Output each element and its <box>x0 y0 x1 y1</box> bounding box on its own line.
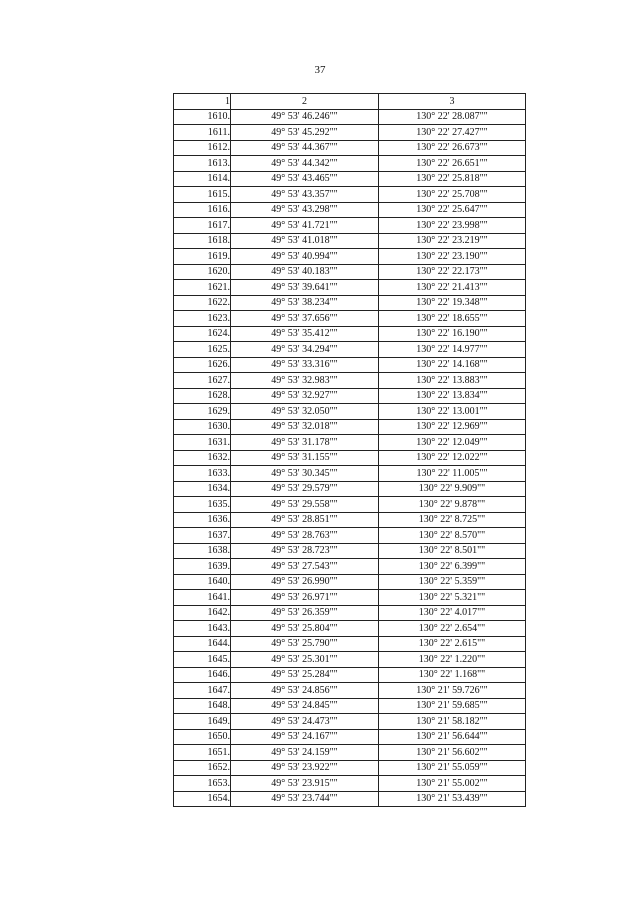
table-row <box>174 342 526 358</box>
coordinates-table <box>173 93 526 807</box>
table-row <box>174 249 526 265</box>
table-row <box>174 187 526 203</box>
longitude-cell: 130° 22' 14.977"" <box>379 342 526 358</box>
latitude-cell: 49° 53' 23.922"" <box>231 760 379 776</box>
point-number-cell: 1635. <box>174 497 231 513</box>
point-number-cell: 1626. <box>174 357 231 373</box>
latitude-cell: 49° 53' 26.971"" <box>231 590 379 606</box>
latitude-cell: 49° 53' 23.744"" <box>231 791 379 807</box>
latitude-cell: 49° 53' 46.246"" <box>231 109 379 125</box>
table-row <box>174 636 526 652</box>
table-row <box>174 140 526 156</box>
longitude-cell: 130° 22' 28.087"" <box>379 109 526 125</box>
longitude-cell: 130° 21' 58.182"" <box>379 714 526 730</box>
longitude-cell: 130° 22' 14.168"" <box>379 357 526 373</box>
point-number-cell: 1620. <box>174 264 231 280</box>
table-row <box>174 388 526 404</box>
latitude-cell: 49° 53' 31.155"" <box>231 450 379 466</box>
table-row <box>174 435 526 451</box>
longitude-cell: 130° 22' 26.651"" <box>379 156 526 172</box>
point-number-cell: 1619. <box>174 249 231 265</box>
longitude-cell: 130° 21' 59.726"" <box>379 683 526 699</box>
table-row <box>174 280 526 296</box>
point-number-cell: 1647. <box>174 683 231 699</box>
table-row <box>174 698 526 714</box>
table-row <box>174 264 526 280</box>
point-number-cell: 1624. <box>174 326 231 342</box>
point-number-cell: 1648. <box>174 698 231 714</box>
table-row <box>174 652 526 668</box>
point-number-cell: 1632. <box>174 450 231 466</box>
longitude-cell: 130° 21' 59.685"" <box>379 698 526 714</box>
table-row <box>174 528 526 544</box>
longitude-cell: 130° 22' 11.005"" <box>379 466 526 482</box>
latitude-cell: 49° 53' 26.359"" <box>231 605 379 621</box>
point-number-cell: 1637. <box>174 528 231 544</box>
table-row <box>174 109 526 125</box>
table-row <box>174 450 526 466</box>
table-row <box>174 373 526 389</box>
longitude-cell: 130° 22' 23.190"" <box>379 249 526 265</box>
latitude-cell: 49° 53' 32.050"" <box>231 404 379 420</box>
latitude-cell: 49° 53' 33.316"" <box>231 357 379 373</box>
longitude-cell: 130° 22' 2.615"" <box>379 636 526 652</box>
point-number-cell: 1642. <box>174 605 231 621</box>
table-row <box>174 745 526 761</box>
longitude-cell: 130° 22' 12.969"" <box>379 419 526 435</box>
longitude-cell: 130° 22' 12.049"" <box>379 435 526 451</box>
table-row <box>174 295 526 311</box>
longitude-cell: 130° 22' 23.998"" <box>379 218 526 234</box>
table-row <box>174 714 526 730</box>
latitude-cell: 49° 53' 25.301"" <box>231 652 379 668</box>
table-row <box>174 791 526 807</box>
point-number-cell: 1610. <box>174 109 231 125</box>
latitude-cell: 49° 53' 27.543"" <box>231 559 379 575</box>
table-header-row <box>174 94 526 110</box>
table-row <box>174 574 526 590</box>
table-row <box>174 218 526 234</box>
point-number-cell: 1614. <box>174 171 231 187</box>
latitude-cell: 49° 53' 43.357"" <box>231 187 379 203</box>
latitude-cell: 49° 53' 29.558"" <box>231 497 379 513</box>
longitude-cell: 130° 22' 13.883"" <box>379 373 526 389</box>
longitude-cell: 130° 22' 1.168"" <box>379 667 526 683</box>
latitude-cell: 49° 53' 32.983"" <box>231 373 379 389</box>
point-number-cell: 1652. <box>174 760 231 776</box>
latitude-cell: 49° 53' 28.723"" <box>231 543 379 559</box>
point-number-cell: 1645. <box>174 652 231 668</box>
table-row <box>174 404 526 420</box>
point-number-cell: 1639. <box>174 559 231 575</box>
longitude-cell: 130° 22' 8.725"" <box>379 512 526 528</box>
table-row <box>174 512 526 528</box>
latitude-cell: 49° 53' 37.656"" <box>231 311 379 327</box>
latitude-cell: 49° 53' 35.412"" <box>231 326 379 342</box>
latitude-cell: 49° 53' 44.367"" <box>231 140 379 156</box>
point-number-cell: 1621. <box>174 280 231 296</box>
latitude-cell: 49° 53' 28.763"" <box>231 528 379 544</box>
table-row <box>174 605 526 621</box>
point-number-cell: 1653. <box>174 776 231 792</box>
latitude-cell: 49° 53' 32.018"" <box>231 419 379 435</box>
table-row <box>174 171 526 187</box>
longitude-cell: 130° 22' 21.413"" <box>379 280 526 296</box>
point-number-cell: 1651. <box>174 745 231 761</box>
longitude-cell: 130° 22' 8.570"" <box>379 528 526 544</box>
latitude-cell: 49° 53' 26.990"" <box>231 574 379 590</box>
point-number-cell: 1612. <box>174 140 231 156</box>
latitude-cell: 49° 53' 38.234"" <box>231 295 379 311</box>
longitude-cell: 130° 22' 27.427"" <box>379 125 526 141</box>
latitude-cell: 49° 53' 32.927"" <box>231 388 379 404</box>
longitude-cell: 130° 22' 19.348"" <box>379 295 526 311</box>
point-number-cell: 1649. <box>174 714 231 730</box>
point-number-cell: 1634. <box>174 481 231 497</box>
longitude-cell: 130° 22' 1.220"" <box>379 652 526 668</box>
latitude-cell: 49° 53' 41.018"" <box>231 233 379 249</box>
latitude-cell: 49° 53' 31.178"" <box>231 435 379 451</box>
table-row <box>174 326 526 342</box>
header-latitude: 2 <box>231 94 379 110</box>
latitude-cell: 49° 53' 24.845"" <box>231 698 379 714</box>
latitude-cell: 49° 53' 34.294"" <box>231 342 379 358</box>
longitude-cell: 130° 22' 25.818"" <box>379 171 526 187</box>
longitude-cell: 130° 21' 56.644"" <box>379 729 526 745</box>
point-number-cell: 1643. <box>174 621 231 637</box>
longitude-cell: 130° 22' 2.654"" <box>379 621 526 637</box>
longitude-cell: 130° 22' 9.909"" <box>379 481 526 497</box>
table-row <box>174 233 526 249</box>
longitude-cell: 130° 21' 56.602"" <box>379 745 526 761</box>
longitude-cell: 130° 22' 8.501"" <box>379 543 526 559</box>
latitude-cell: 49° 53' 30.345"" <box>231 466 379 482</box>
point-number-cell: 1650. <box>174 729 231 745</box>
point-number-cell: 1630. <box>174 419 231 435</box>
latitude-cell: 49° 53' 44.342"" <box>231 156 379 172</box>
latitude-cell: 49° 53' 40.183"" <box>231 264 379 280</box>
table-row <box>174 667 526 683</box>
table-row <box>174 776 526 792</box>
point-number-cell: 1633. <box>174 466 231 482</box>
latitude-cell: 49° 53' 45.292"" <box>231 125 379 141</box>
latitude-cell: 49° 53' 24.167"" <box>231 729 379 745</box>
longitude-cell: 130° 22' 9.878"" <box>379 497 526 513</box>
table-row <box>174 590 526 606</box>
latitude-cell: 49° 53' 25.790"" <box>231 636 379 652</box>
header-longitude: 3 <box>379 94 526 110</box>
table-row <box>174 419 526 435</box>
point-number-cell: 1615. <box>174 187 231 203</box>
point-number-cell: 1641. <box>174 590 231 606</box>
longitude-cell: 130° 22' 25.708"" <box>379 187 526 203</box>
longitude-cell: 130° 22' 23.219"" <box>379 233 526 249</box>
point-number-cell: 1636. <box>174 512 231 528</box>
table-row <box>174 621 526 637</box>
table-row <box>174 729 526 745</box>
longitude-cell: 130° 22' 16.190"" <box>379 326 526 342</box>
point-number-cell: 1629. <box>174 404 231 420</box>
point-number-cell: 1622. <box>174 295 231 311</box>
point-number-cell: 1617. <box>174 218 231 234</box>
point-number-cell: 1625. <box>174 342 231 358</box>
longitude-cell: 130° 22' 4.017"" <box>379 605 526 621</box>
point-number-cell: 1611. <box>174 125 231 141</box>
table-row <box>174 125 526 141</box>
latitude-cell: 49° 53' 24.473"" <box>231 714 379 730</box>
table-row <box>174 481 526 497</box>
latitude-cell: 49° 53' 43.298"" <box>231 202 379 218</box>
longitude-cell: 130° 22' 26.673"" <box>379 140 526 156</box>
point-number-cell: 1628. <box>174 388 231 404</box>
longitude-cell: 130° 22' 6.399"" <box>379 559 526 575</box>
point-number-cell: 1623. <box>174 311 231 327</box>
longitude-cell: 130° 22' 22.173"" <box>379 264 526 280</box>
table-row <box>174 357 526 373</box>
latitude-cell: 49° 53' 25.804"" <box>231 621 379 637</box>
table-row <box>174 683 526 699</box>
table-row <box>174 466 526 482</box>
longitude-cell: 130° 21' 55.002"" <box>379 776 526 792</box>
longitude-cell: 130° 21' 53.439"" <box>379 791 526 807</box>
latitude-cell: 49° 53' 40.994"" <box>231 249 379 265</box>
point-number-cell: 1616. <box>174 202 231 218</box>
point-number-cell: 1644. <box>174 636 231 652</box>
table-row <box>174 497 526 513</box>
latitude-cell: 49° 53' 24.856"" <box>231 683 379 699</box>
latitude-cell: 49° 53' 25.284"" <box>231 667 379 683</box>
longitude-cell: 130° 22' 5.321"" <box>379 590 526 606</box>
longitude-cell: 130° 21' 55.059"" <box>379 760 526 776</box>
longitude-cell: 130° 22' 25.647"" <box>379 202 526 218</box>
table-row <box>174 559 526 575</box>
point-number-cell: 1654. <box>174 791 231 807</box>
latitude-cell: 49° 53' 39.641"" <box>231 280 379 296</box>
longitude-cell: 130° 22' 13.834"" <box>379 388 526 404</box>
header-point-number: 1 <box>174 94 231 110</box>
table-row <box>174 543 526 559</box>
table-row <box>174 156 526 172</box>
latitude-cell: 49° 53' 29.579"" <box>231 481 379 497</box>
latitude-cell: 49° 53' 23.915"" <box>231 776 379 792</box>
point-number-cell: 1627. <box>174 373 231 389</box>
longitude-cell: 130° 22' 13.001"" <box>379 404 526 420</box>
page-number: 37 <box>314 64 326 76</box>
point-number-cell: 1640. <box>174 574 231 590</box>
point-number-cell: 1618. <box>174 233 231 249</box>
table-row <box>174 760 526 776</box>
table-row <box>174 311 526 327</box>
point-number-cell: 1646. <box>174 667 231 683</box>
latitude-cell: 49° 53' 28.851"" <box>231 512 379 528</box>
table-row <box>174 202 526 218</box>
point-number-cell: 1613. <box>174 156 231 172</box>
latitude-cell: 49° 53' 24.159"" <box>231 745 379 761</box>
point-number-cell: 1631. <box>174 435 231 451</box>
longitude-cell: 130° 22' 18.655"" <box>379 311 526 327</box>
latitude-cell: 49° 53' 43.465"" <box>231 171 379 187</box>
latitude-cell: 49° 53' 41.721"" <box>231 218 379 234</box>
longitude-cell: 130° 22' 12.022"" <box>379 450 526 466</box>
longitude-cell: 130° 22' 5.359"" <box>379 574 526 590</box>
point-number-cell: 1638. <box>174 543 231 559</box>
